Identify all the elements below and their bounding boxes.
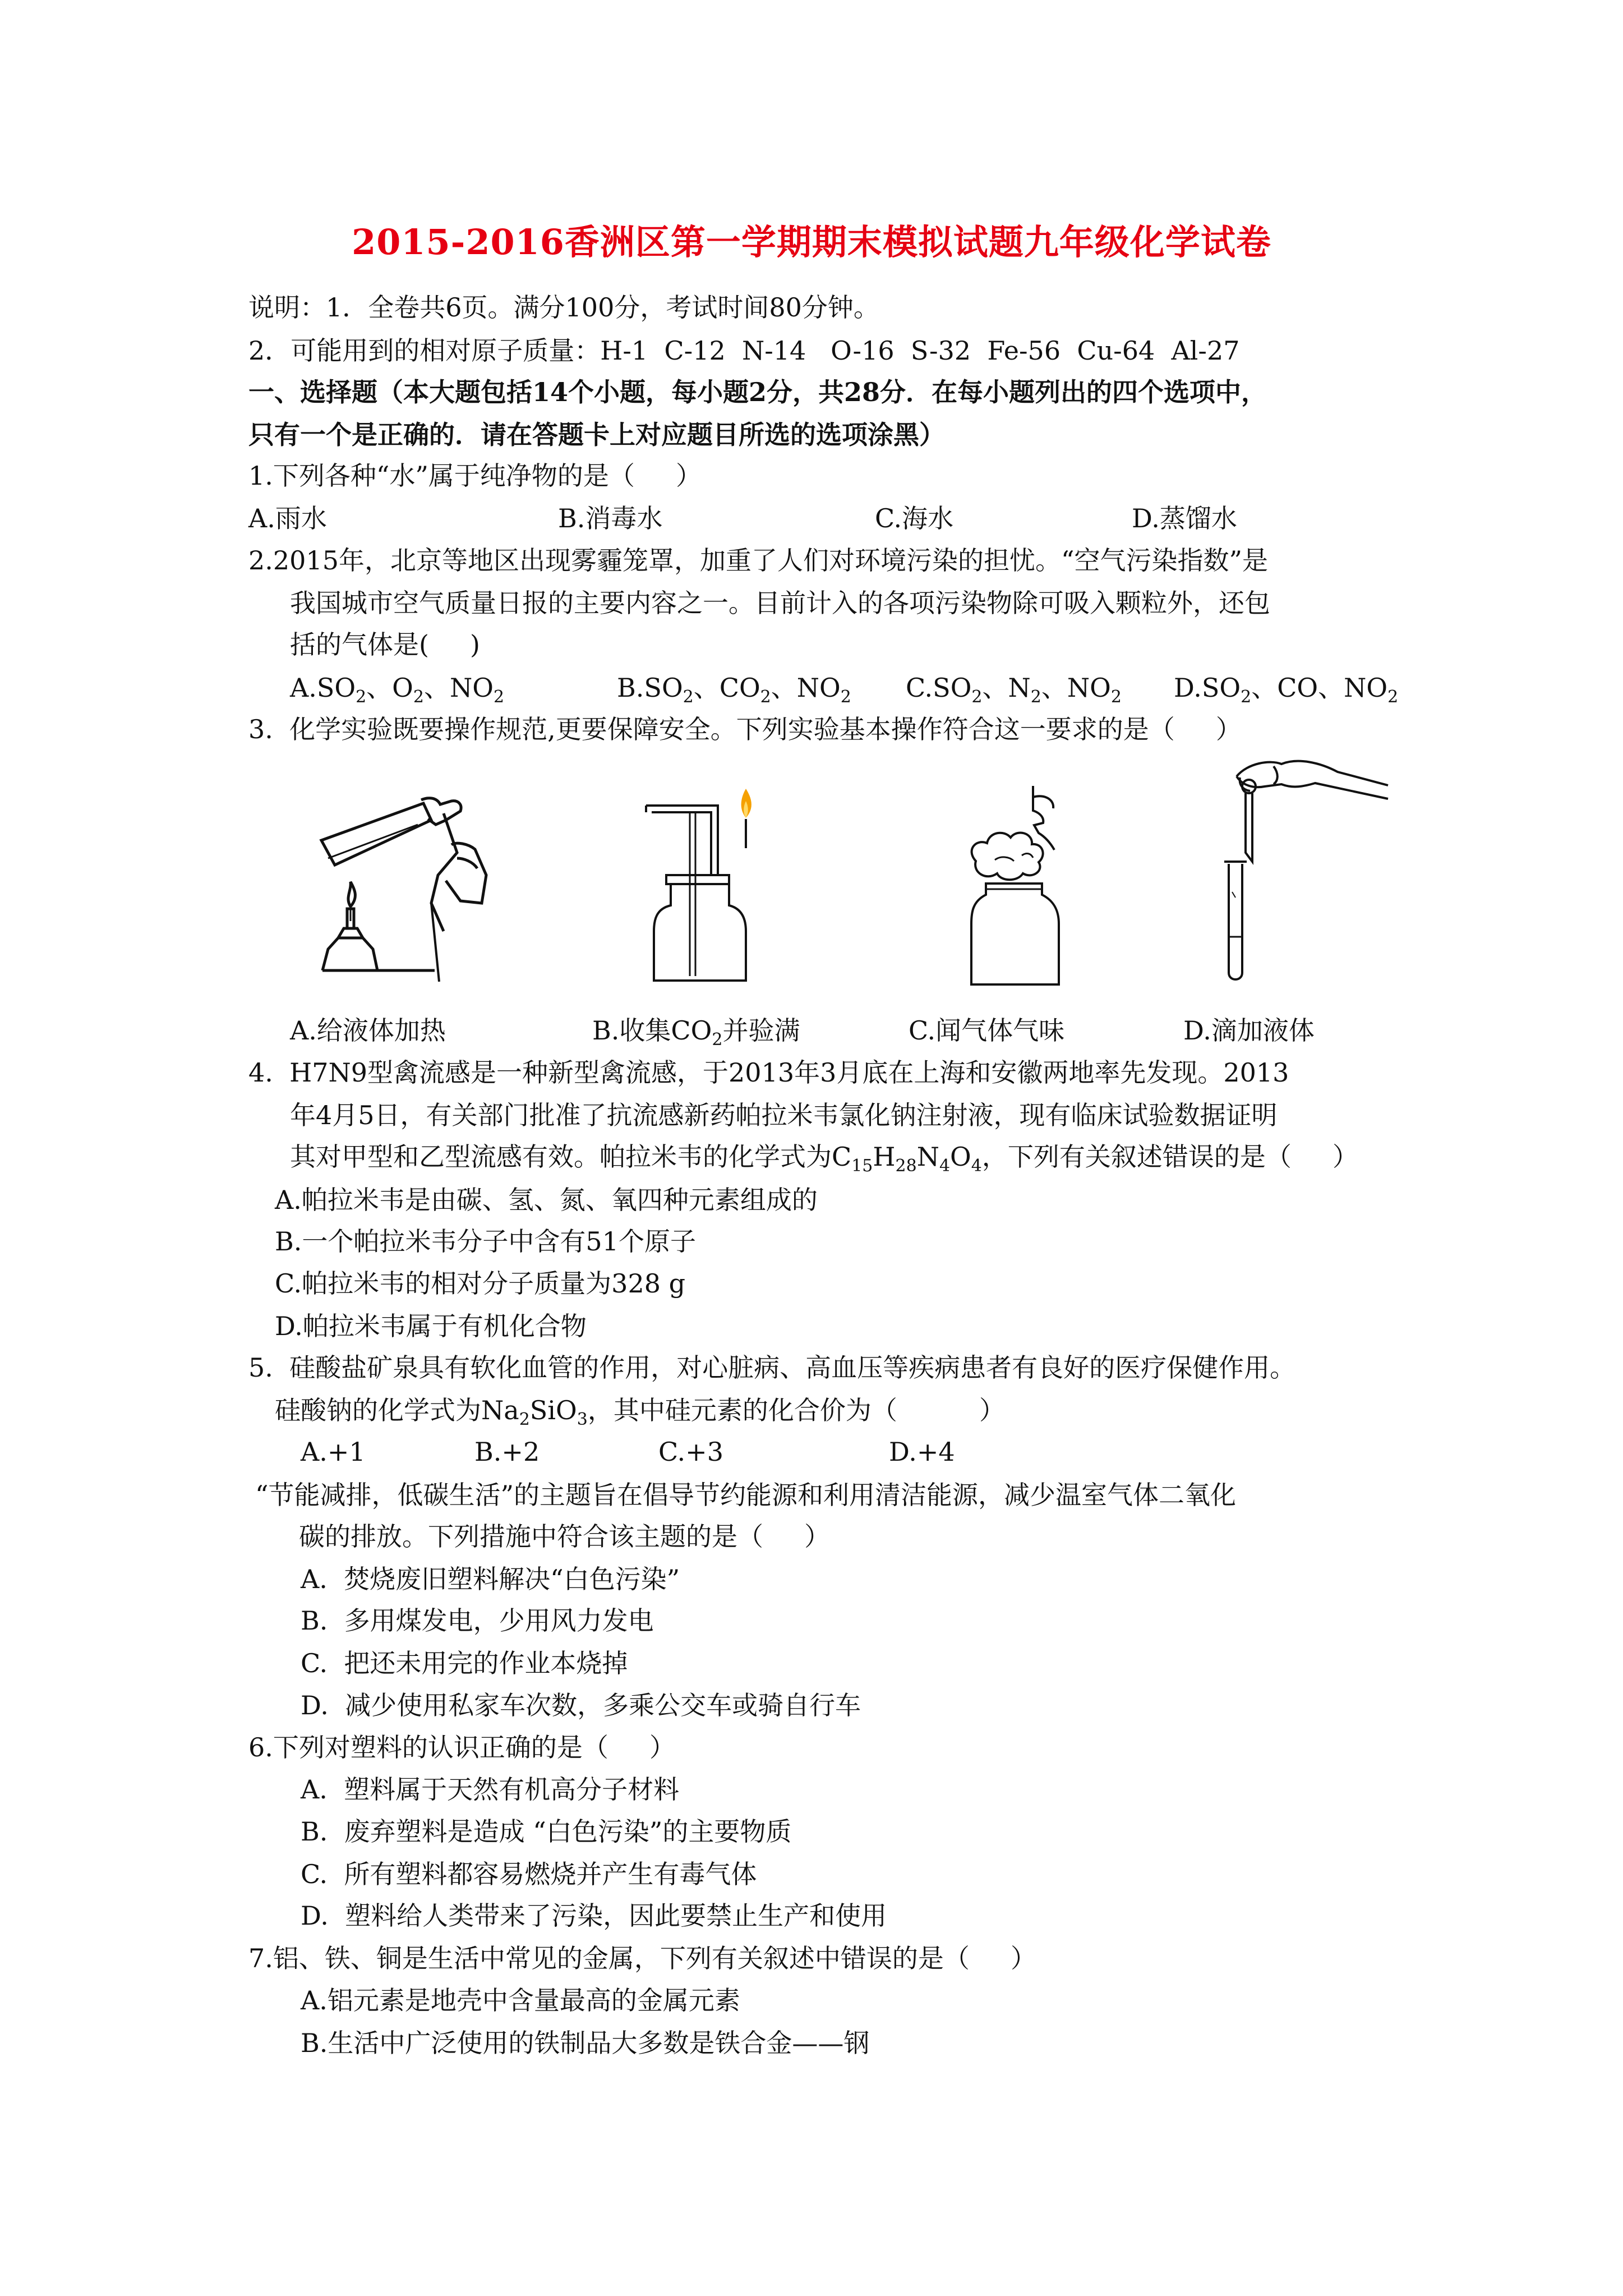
section-heading-line-2: 只有一个是正确的．请在答题卡上对应题目所选的选项涂黑） [248,420,945,450]
note-line-1: 说明：1．全卷共6页。满分100分，考试时间80分钟。 [248,292,879,323]
q4-stem-line-2: 年4月5日，有关部门批准了抗流感新药帕拉米韦氯化钠注射液，现有临床试验数据证明 [290,1100,1278,1130]
q7-stem: 7.铝、铁、铜是生活中常见的金属，下列有关叙述中错误的是（ ） [248,1943,1036,1973]
q6-option-b: B. 废弃塑料是造成 “白色污染”的主要物质 [301,1816,792,1847]
q-energy-option-c: C. 把还未用完的作业本烧掉 [301,1648,628,1678]
q3-option-c: C.闻气体气味 [909,1015,1065,1046]
q2-option-b: $B.SO_2$、$CO_2$、$NO_2$ [617,673,851,707]
q6-option-c: C. 所有塑料都容易燃烧并产生有毒气体 [301,1859,757,1889]
q-energy-option-d: D. 减少使用私家车次数，多乘公交车或骑自行车 [301,1690,861,1720]
q3-option-b: B.收集$CO_2$并验满 [592,1015,800,1050]
figure-drip-liquid [1220,752,1399,987]
q6-option-a: A. 塑料属于天然有机高分子材料 [301,1774,680,1805]
q6-stem: 6.下列对塑料的认识正确的是（ ） [248,1732,675,1763]
q4-option-b: B.一个帕拉米韦分子中含有51个原子 [275,1226,696,1257]
q-energy-option-b: B. 多用煤发电，少用风力发电 [301,1605,654,1636]
q4-option-c: C.帕拉米韦的相对分子质量为328 g [275,1268,686,1299]
q4-stem-line-3: 其对甲型和乙型流感有效。帕拉米韦的化学式为$C_{15}H_{28}N_4O_4$，下列有关叙述错误的是（ ） [290,1142,1358,1176]
q5-option-d: D.+4 [889,1437,955,1467]
q5-stem-line-2: 硅酸钠的化学式为$Na_2SiO_3$，其中硅元素的化合价为（ ） [275,1395,1006,1429]
q1-option-d: D.蒸馏水 [1132,503,1237,533]
note-line-2: 2．可能用到的相对原子质量：H-1 C-12 N-14 O-16 S-32 Fe-56 Cu-64 Al-27 [248,335,1240,366]
q5-option-a: A.+1 [301,1437,366,1467]
q6-option-d: D. 塑料给人类带来了污染，因此要禁止生产和使用 [301,1901,887,1931]
q3-stem: 3. 化学实验既要操作规范,更要保障安全。下列实验基本操作符合这一要求的是（ ） [248,714,1242,744]
q3-option-d: D.滴加液体 [1183,1015,1315,1046]
q3-option-a: A.给液体加热 [290,1015,446,1046]
figure-collect-co2 [639,785,774,987]
q4-option-a: A.帕拉米韦是由碳、氢、氮、氧四种元素组成的 [275,1185,818,1215]
q1-stem: 1.下列各种“水”属于纯净物的是（ ） [248,461,702,491]
q2-stem-line-2: 我国城市空气质量日报的主要内容之一。目前计入的各项污染物除可吸入颗粒外，还包 [290,588,1270,618]
q4-option-d: D.帕拉米韦属于有机化合物 [275,1311,587,1341]
figure-heating-liquid [311,791,524,982]
q4-stem-line-1: 4. H7N9型禽流感是一种新型禽流感，于2013年3月底在上海和安徽两地率先发现。2013 [248,1057,1289,1088]
q-energy-option-a: A. 焚烧废旧塑料解决“白色污染” [301,1564,680,1594]
q1-option-a: A.雨水 [248,503,327,533]
q7-option-a: A.铝元素是地壳中含量最高的金属元素 [301,1985,740,2016]
q2-option-a: $A.SO_2$、$O_2$、$NO_2$ [290,673,505,707]
q2-stem-line-1: 2.2015年，北京等地区出现雾霾笼罩，加重了人们对环境污染的担忧。“空气污染指数”是 [248,545,1268,576]
q1-option-c: C.海水 [875,503,954,533]
q7-option-b: B.生活中广泛使用的铁制品大多数是铁合金——钢 [301,2028,870,2058]
q2-option-d: $D.SO_2$、CO、$NO_2$ [1174,673,1399,707]
q5-option-c: C.+3 [658,1437,723,1467]
q1-option-b: B.消毒水 [558,503,663,533]
q5-option-b: B.+2 [474,1437,540,1467]
figure-smell-gas [960,777,1095,990]
q2-stem-line-3: 括的气体是( ) [290,629,481,660]
q5-stem-line-1: 5. 硅酸盐矿泉具有软化血管的作用，对心脏病、高血压等疾病患者有良好的医疗保健作用。 [248,1352,1296,1383]
exam-title: 2015-2016香洲区第一学期期末模拟试题九年级化学试卷 [352,222,1271,263]
section-heading-line-1: 一、选择题（本大题包括14个小题，每小题2分，共28分．在每小题列出的四个选项中， [248,377,1267,407]
q2-option-c: $C.SO_2$、$N_2$、$NO_2$ [906,673,1122,707]
q-energy-stem-line-2: 碳的排放。下列措施中符合该主题的是（ ） [299,1521,831,1552]
q-energy-stem-line-1: “节能减排，低碳生活”的主题旨在倡导节约能源和利用清洁能源，减少温室气体二氧化 [255,1480,1237,1510]
